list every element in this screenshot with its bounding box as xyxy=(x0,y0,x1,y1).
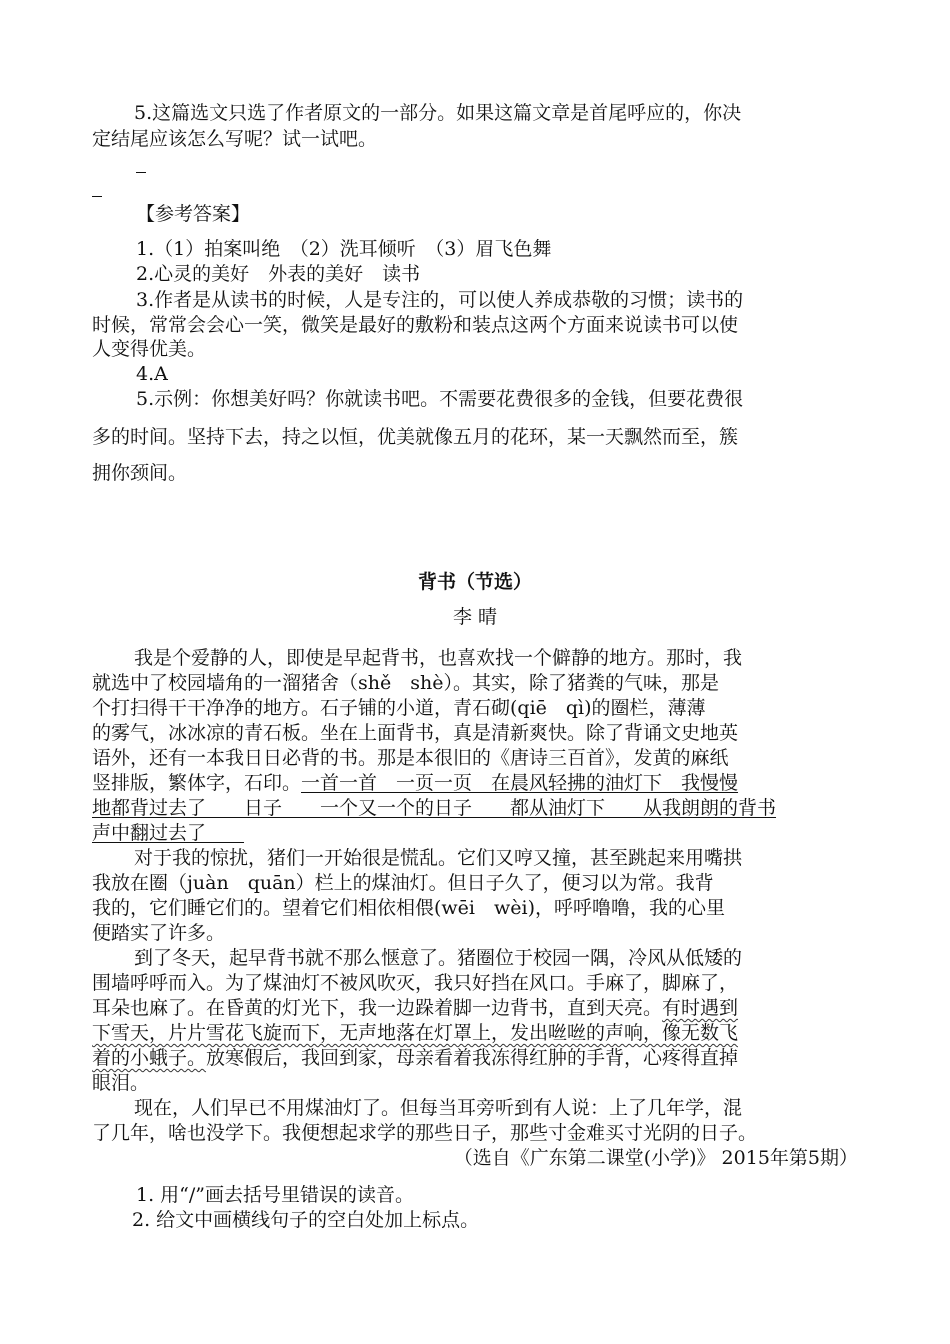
paragraph-2-line: 对于我的惊扰，猪们一开始很是慌乱。它们又哼又撞，甚至跳起来用嘴拱 xyxy=(134,847,743,869)
paragraph-3-line xyxy=(92,995,738,1021)
article-author: 李 晴 xyxy=(452,606,498,628)
article-title: 背书（节选） xyxy=(417,571,532,593)
paragraph-3-line: 围墙呼呼而入。为了煤油灯不被风吹灭，我只好挡在风口。手麻了，脚麻了， xyxy=(92,972,739,994)
underlined-sentence: 地都背过去了 日子 一个又一个的日子 都从油灯下 从我朗朗的背书 xyxy=(92,797,777,819)
question-2: 2. 给文中画横线句子的空白处加上标点。 xyxy=(132,1209,480,1231)
answer-4: 4.A xyxy=(136,363,168,385)
answer-1: 1.（1）拍案叫绝 （2）洗耳倾听 （3）眉飞色舞 xyxy=(136,238,552,260)
paragraph-3-line: 到了冬天，起早背书就不那么惬意了。猪圈位于校园一隅，冷风从低矮的 xyxy=(134,947,743,969)
paragraph-1-line: 的雾气，冰冰凉的青石板。坐在上面背书，真是清新爽快。除了背诵文史地英 xyxy=(92,722,739,744)
answer-2: 2.心灵的美好 外表的美好 读书 xyxy=(136,263,421,285)
underlined-sentence: 声中翻过去了 xyxy=(92,822,245,844)
wavy-underlined-sentence: 下雪天，片片雪花飞旋而下，无声地落在灯罩上，发出咝咝的声响，像无数飞 xyxy=(92,1022,739,1044)
answer-blank-line xyxy=(92,196,102,197)
paragraph-1-line xyxy=(92,770,738,796)
answer-5-line-1: 5.示例：你想美好吗？你就读书吧。不需要花费很多的金钱，但要花费很 xyxy=(136,388,744,410)
answer-5-line-3: 拥你颈间。 xyxy=(92,462,188,484)
paragraph-4-line: 现在，人们早已不用煤油灯了。但每当耳旁听到有人说：上了几年学，混 xyxy=(134,1097,743,1119)
wavy-underlined-sentence: 着的小蛾子。 xyxy=(92,1047,207,1069)
article-source: （选自《广东第二课堂(小学)》 2015年第5期） xyxy=(453,1147,858,1169)
paragraph-3-text: 放寒假后，我回到家，母亲看着我冻得红肿的手背，心疼得直掉 xyxy=(206,1047,739,1069)
paragraph-1-line: 就选中了校园墙角的一溜猪舍（shě shè）。其实，除了猪粪的气味，那是 xyxy=(92,672,719,694)
paragraph-4-line: 了几年，啥也没学下。我便想起求学的那些日子，那些寸金难买寸光阴的日子。 xyxy=(92,1122,758,1144)
paragraph-1-line: 个打扫得干干净净的地方。石子铺的小道，青石砌(qiē qì)的圈栏，薄薄 xyxy=(92,697,706,719)
answer-3-line-3: 人变得优美。 xyxy=(92,338,207,360)
paragraph-2-line: 我的，它们睡它们的。望着它们相依相偎(wēi wèi)，呼呼噜噜，我的心里 xyxy=(92,897,725,919)
paragraph-2-line: 便踏实了许多。 xyxy=(92,922,226,944)
paragraph-3-text: 耳朵也麻了。在昏黄的灯光下，我一边跺着脚一边背书，直到天亮。 xyxy=(92,997,663,1019)
paragraph-1-text: 竖排版，繁体字，石印。 xyxy=(92,772,302,794)
paragraph-2-line: 我放在圈（juàn quān）栏上的煤油灯。但日子久了，便习以为常。我背 xyxy=(92,872,714,894)
underlined-sentence: 一首一首 一页一页 在晨风轻拂的油灯下 我慢慢 xyxy=(301,772,739,794)
wavy-underlined-sentence: 有时遇到 xyxy=(662,997,739,1019)
question-1: 1. 用“/”画去括号里错误的读音。 xyxy=(136,1184,414,1206)
question-5-line-2: 定结尾应该怎么写呢？试一试吧。 xyxy=(92,128,378,150)
answer-blank-line xyxy=(136,172,146,173)
answer-5-line-2: 多的时间。坚持下去，持之以恒，优美就像五月的花环，某一天飘然而至，簇 xyxy=(92,426,739,448)
paragraph-3-line: 眼泪。 xyxy=(92,1072,150,1094)
answer-3-line-1: 3.作者是从读书的时候，人是专注的，可以使人养成恭敬的习惯；读书的 xyxy=(136,289,744,311)
answers-heading: 【参考答案】 xyxy=(136,203,251,225)
paragraph-1-line: 我是个爱静的人，即使是早起背书，也喜欢找一个僻静的地方。那时，我 xyxy=(134,647,743,669)
question-5-line-1: 5.这篇选文只选了作者原文的一部分。如果这篇文章是首尾呼应的，你决 xyxy=(134,102,742,124)
paragraph-3-line xyxy=(92,1045,738,1071)
answer-3-line-2: 时候，常常会会心一笑，微笑是最好的敷粉和装点这两个方面来说读书可以使 xyxy=(92,314,739,336)
paragraph-1-line: 语外，还有一本我日日必背的书。那是本很旧的《唐诗三百首》，发黄的麻纸 xyxy=(92,747,729,769)
